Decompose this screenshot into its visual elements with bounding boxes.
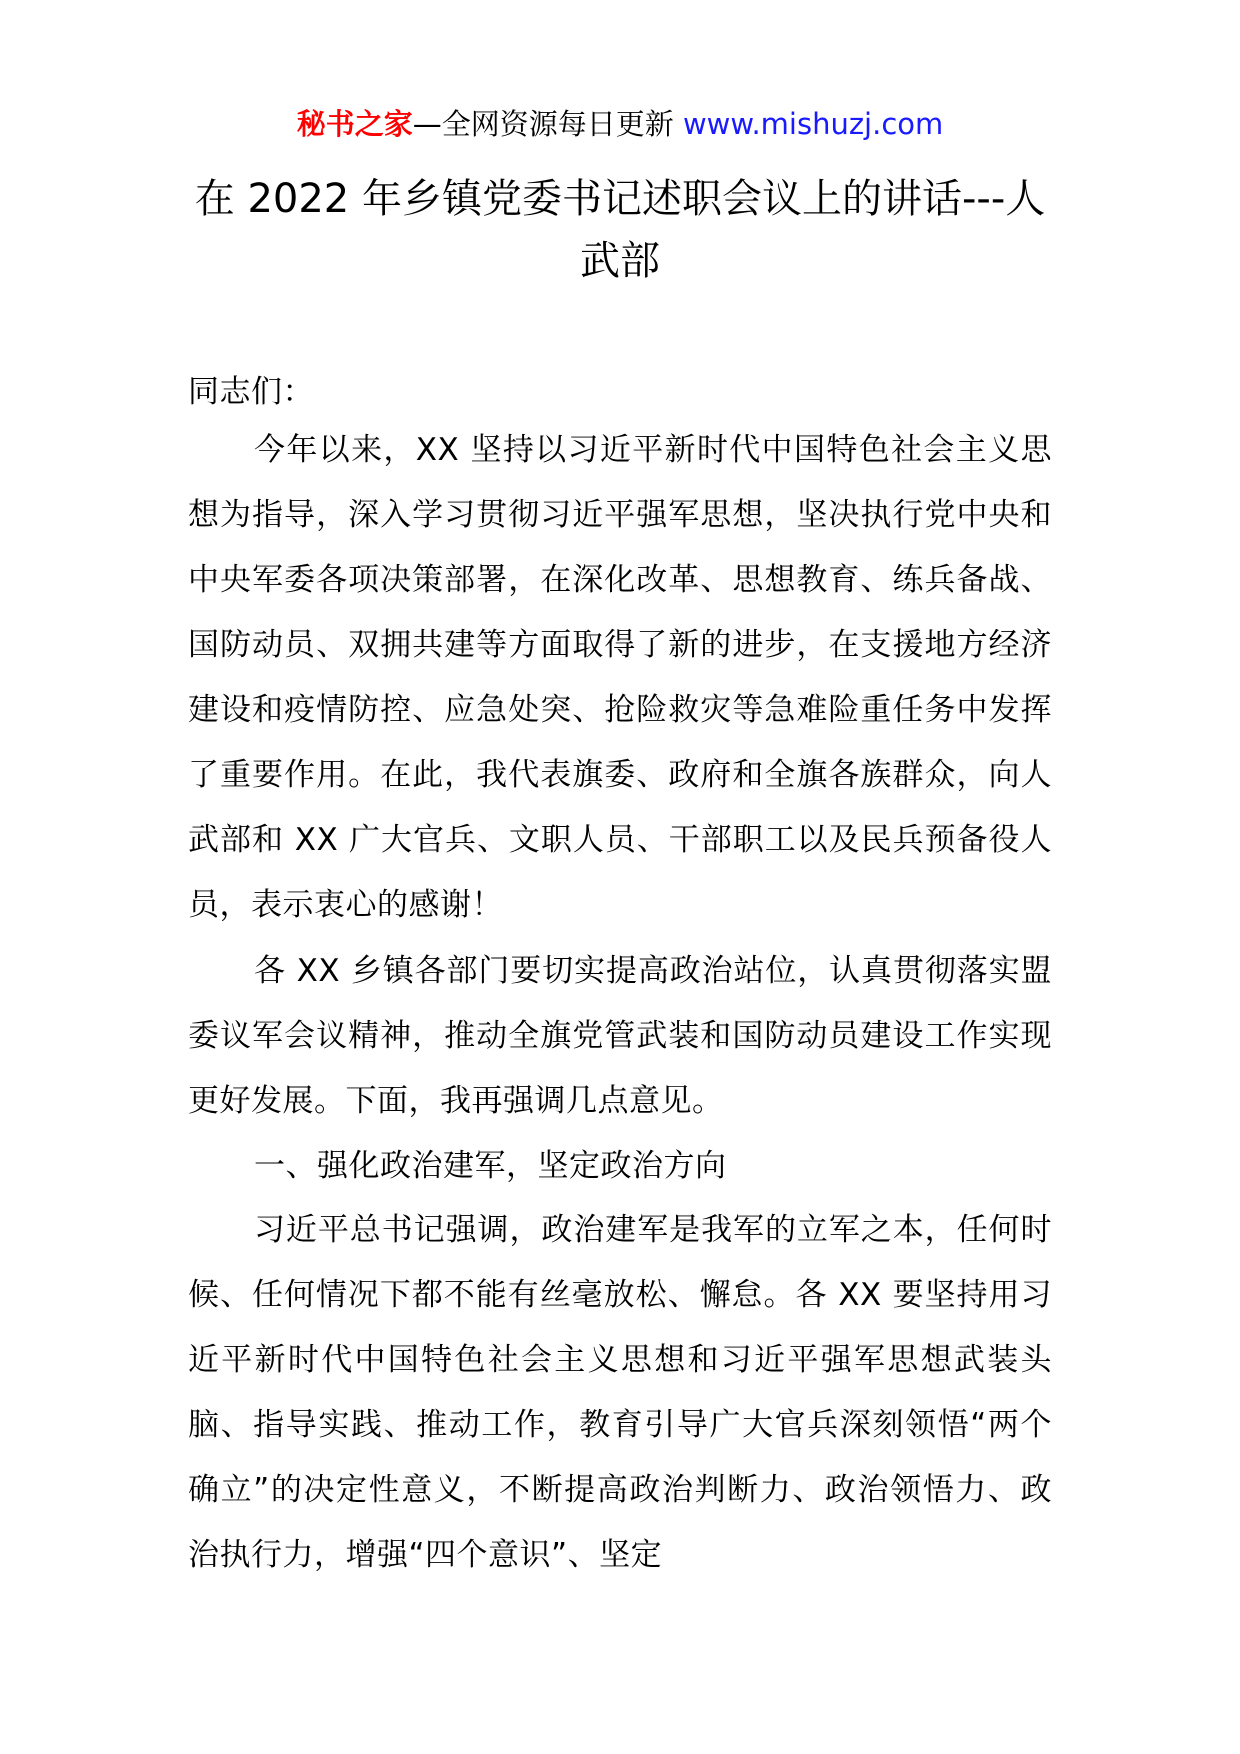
- site-header: [0, 104, 1240, 144]
- site-tagline: —全网资源每日更新: [412, 107, 683, 141]
- site-brand: 秘书之家: [296, 107, 413, 141]
- paragraph-section-one: 习近平总书记强调，政治建军是我军的立军之本，任何时候、任何情况下都不能有丝毫放松、懈怠。各 XX 要坚持用习近平新时代中国特色社会主义思想和习近平强军思想武装头脑、指导实践、推动工作，教育引导广大官兵深刻领悟“两个确立”的决定性意义，不断提高政治判断力、政治领悟力、政治执行力，增强“四个意识”、坚定: [188, 1212, 1052, 1573]
- salutation: 同志们：: [188, 374, 314, 410]
- paragraph-requirements: 各 XX 乡镇各部门要切实提高政治站位，认真贯彻落实盟委议军会议精神，推动全旗党管武装和国防动员建设工作实现更好发展。下面，我再强调几点意见。: [188, 953, 1052, 1119]
- paragraph-intro: 今年以来，XX 坚持以习近平新时代中国特色社会主义思想为指导，深入学习贯彻习近平强军思想，坚决执行党中央和中央军委各项决策部署，在深化改革、思想教育、练兵备战、国防动员、双拥共建等方面取得了新的进步，在支援地方经济建设和疫情防控、应急处突、抢险救灾等急难险重任务中发挥了重要作用。在此，我代表旗委、政府和全旗各族群众，向人武部和 XX 广大官兵、文职人员、干部职工以及民兵预备役人员，表示衷心的感谢！: [188, 432, 1052, 923]
- section-heading: 一、强化政治建军，坚定政治方向: [254, 1148, 727, 1184]
- document-title: 在 2022 年乡镇党委书记述职会议上的讲话---人武部: [194, 176, 1046, 284]
- site-url[interactable]: www.mishuzj.com: [682, 107, 944, 141]
